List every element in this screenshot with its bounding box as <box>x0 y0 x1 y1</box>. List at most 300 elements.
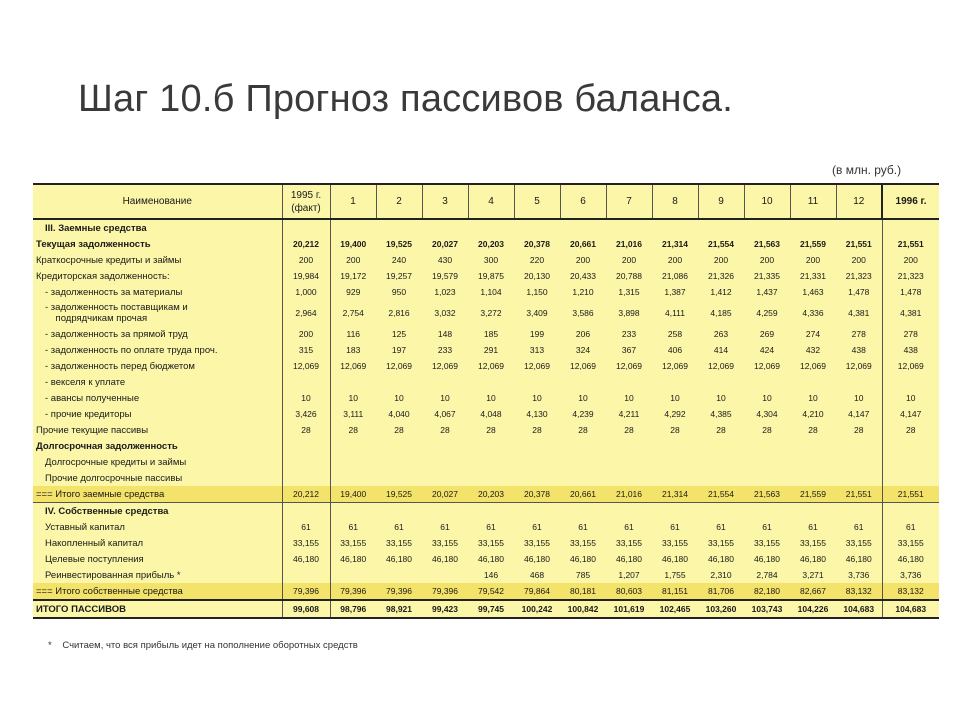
row-value <box>606 438 652 454</box>
row-value <box>744 470 790 486</box>
row-value: 4,210 <box>802 409 824 419</box>
row-value: 33,155 <box>432 538 458 548</box>
row-label: - прочие кредиторы <box>33 406 282 422</box>
row-value: 12,069 <box>570 361 596 371</box>
row-value <box>698 438 744 454</box>
row-value: 278 <box>851 329 866 339</box>
row-value <box>468 219 514 236</box>
row-value: 4,067 <box>434 409 456 419</box>
row-label: - задолженность за прямой труд <box>33 326 282 342</box>
row-value: 46,180 <box>708 554 734 564</box>
row-value: 220 <box>529 255 545 265</box>
row-value: 79,396 <box>330 583 376 600</box>
row-value <box>698 454 744 470</box>
row-value <box>882 438 939 454</box>
row-value: 61 <box>394 522 404 532</box>
row-value <box>282 567 330 583</box>
row-value: 79,542 <box>468 583 514 600</box>
row-value: 102,465 <box>652 600 698 618</box>
header-month: 2 <box>376 184 422 219</box>
row-value: 929 <box>346 287 361 297</box>
row-value: 99,745 <box>468 600 514 618</box>
row-value: 10 <box>282 390 330 406</box>
row-value: 1,150 <box>526 287 548 297</box>
row-value <box>652 374 698 390</box>
row-value: 414 <box>713 345 729 355</box>
row-value: 125 <box>391 329 407 339</box>
row-value: 12,069 <box>478 361 504 371</box>
row-value: 46,180 <box>616 554 642 564</box>
row-value: 1,387 <box>664 287 686 297</box>
row-value: 12,069 <box>662 361 688 371</box>
row-value: 12,069 <box>282 358 330 374</box>
table-row <box>33 284 939 300</box>
header-name: Наименование <box>33 184 282 219</box>
footnote-text: Считаем, что вся прибыль идет на пополнение оборотных средств <box>62 640 358 651</box>
row-value <box>606 374 652 390</box>
row-value: 4,185 <box>710 308 732 318</box>
row-value: 12,069 <box>616 361 642 371</box>
row-value: 233 <box>621 329 637 339</box>
row-value: 1,478 <box>882 284 939 300</box>
row-value: 10 <box>394 393 404 403</box>
header-month: 6 <box>560 184 606 219</box>
row-value: 2,310 <box>710 570 732 580</box>
row-value <box>698 374 744 390</box>
row-label: Прочие долгосрочные пассивы <box>33 470 282 486</box>
row-value <box>698 470 744 486</box>
table-row <box>33 583 939 600</box>
row-value <box>652 470 698 486</box>
liabilities-forecast-table <box>33 183 939 619</box>
row-value: 183 <box>346 345 361 355</box>
row-value <box>882 503 939 520</box>
row-value: 28 <box>532 425 542 435</box>
row-value: 2,964 <box>282 300 330 326</box>
row-value <box>376 470 422 486</box>
header-month: 4 <box>468 184 514 219</box>
row-value <box>790 470 836 486</box>
table-row <box>33 219 939 236</box>
row-value <box>282 454 330 470</box>
row-value: 19,875 <box>478 271 504 281</box>
row-value: 3,426 <box>282 406 330 422</box>
header-month: 9 <box>698 184 744 219</box>
row-value <box>560 454 606 470</box>
row-value: 80,603 <box>606 583 652 600</box>
row-value <box>836 219 882 236</box>
row-label: - векселя к уплате <box>33 374 282 390</box>
header-month: 8 <box>652 184 698 219</box>
row-value: 33,155 <box>386 538 412 548</box>
table-row <box>33 535 939 551</box>
row-label: - задолженность поставщикам и подрядчикам прочая <box>33 300 282 326</box>
row-value: 33,155 <box>524 538 550 548</box>
row-value: 1,412 <box>710 287 732 297</box>
row-value: 61 <box>882 519 939 535</box>
row-value: 19,525 <box>386 239 412 249</box>
row-label: Накопленный капитал <box>33 535 282 551</box>
row-value: 240 <box>391 255 407 265</box>
row-value: 21,554 <box>708 239 734 249</box>
row-value <box>836 454 882 470</box>
row-label: Прочие текущие пассивы <box>33 422 282 438</box>
row-value: 200 <box>882 252 939 268</box>
row-value: 4,048 <box>480 409 502 419</box>
table-row <box>33 268 939 284</box>
row-value: 104,226 <box>790 600 836 618</box>
row-value: 21,016 <box>616 239 642 249</box>
row-value: 1,463 <box>802 287 824 297</box>
row-value: 21,331 <box>800 271 826 281</box>
row-value: 269 <box>759 329 775 339</box>
row-value: 61 <box>854 522 864 532</box>
row-value: 21,314 <box>662 239 688 249</box>
row-value: 61 <box>532 522 542 532</box>
row-value <box>652 438 698 454</box>
table-row <box>33 252 939 268</box>
row-value: 4,304 <box>756 409 778 419</box>
row-value: 785 <box>575 570 591 580</box>
row-value: 101,619 <box>606 600 652 618</box>
row-value: 3,111 <box>343 409 364 419</box>
row-value: 20,027 <box>432 239 458 249</box>
row-value: 1,315 <box>618 287 640 297</box>
row-value: 200 <box>346 255 361 265</box>
row-value: 46,180 <box>800 554 826 564</box>
row-value: 28 <box>854 425 864 435</box>
row-value <box>836 374 882 390</box>
row-value: 21,086 <box>662 271 688 281</box>
row-value: 4,239 <box>572 409 594 419</box>
table-row <box>33 406 939 422</box>
row-value: 82,667 <box>790 583 836 600</box>
row-value: 4,130 <box>526 409 548 419</box>
row-value: 3,271 <box>802 570 824 580</box>
row-value: 79,864 <box>514 583 560 600</box>
row-value: 19,172 <box>340 271 367 281</box>
row-value: 33,155 <box>340 538 367 548</box>
row-value <box>468 438 514 454</box>
row-value <box>468 454 514 470</box>
row-value <box>330 438 376 454</box>
table-row <box>33 342 939 358</box>
row-value: 103,260 <box>698 600 744 618</box>
row-value: 2,784 <box>756 570 778 580</box>
row-value <box>652 454 698 470</box>
row-value: 20,130 <box>524 271 550 281</box>
row-value: 1,755 <box>664 570 686 580</box>
row-value <box>560 438 606 454</box>
row-value: 28 <box>578 425 588 435</box>
table-row <box>33 486 939 503</box>
row-value: 4,292 <box>664 409 686 419</box>
row-value <box>330 454 376 470</box>
row-value: 46,180 <box>845 554 872 564</box>
row-value: 81,706 <box>698 583 744 600</box>
row-value: 28 <box>486 425 496 435</box>
row-value: 33,155 <box>754 538 780 548</box>
row-value: 20,661 <box>570 239 596 249</box>
row-value <box>790 503 836 520</box>
footnote <box>48 640 358 651</box>
row-value <box>422 219 468 236</box>
row-value: 12,069 <box>708 361 734 371</box>
row-value: 197 <box>391 345 407 355</box>
row-value: 98,796 <box>330 600 376 618</box>
row-value: 950 <box>391 287 407 297</box>
row-value: 10 <box>578 393 588 403</box>
row-label: Краткосрочные кредиты и займы <box>33 252 282 268</box>
row-value: 20,212 <box>282 236 330 252</box>
row-value: 46,180 <box>524 554 550 564</box>
row-value: 3,272 <box>480 308 502 318</box>
header-month: 12 <box>836 184 882 219</box>
row-label: - авансы полученные <box>33 390 282 406</box>
table-row <box>33 236 939 252</box>
table-row <box>33 374 939 390</box>
page-title: Шаг 10.б Прогноз пассивов баланса. <box>78 78 734 120</box>
row-value: 80,181 <box>560 583 606 600</box>
row-label: IV. Собственные средства <box>33 503 282 520</box>
row-value <box>330 219 376 236</box>
row-label: Уставный капитал <box>33 519 282 535</box>
row-value <box>698 503 744 520</box>
row-value: 21,323 <box>845 271 872 281</box>
row-value: 20,027 <box>422 486 468 503</box>
row-value <box>376 454 422 470</box>
header-month: 11 <box>790 184 836 219</box>
table-row <box>33 519 939 535</box>
row-value: 61 <box>282 519 330 535</box>
row-value: 83,132 <box>882 583 939 600</box>
row-value: 424 <box>759 345 775 355</box>
row-value: 81,151 <box>652 583 698 600</box>
row-value: 12,069 <box>882 358 939 374</box>
row-value <box>468 503 514 520</box>
row-value: 20,378 <box>514 486 560 503</box>
row-value: 46,180 <box>570 554 596 564</box>
row-value: 79,396 <box>422 583 468 600</box>
row-value: 46,180 <box>882 551 939 567</box>
row-value: 61 <box>440 522 450 532</box>
row-value: 200 <box>282 252 330 268</box>
row-value: 33,155 <box>882 535 939 551</box>
row-value <box>560 503 606 520</box>
row-value: 12,069 <box>845 361 872 371</box>
table-body <box>33 219 939 618</box>
header-final-year: 1996 г. <box>882 184 939 219</box>
row-value: 28 <box>624 425 634 435</box>
table-row <box>33 358 939 374</box>
row-value: 200 <box>805 255 821 265</box>
row-value <box>422 454 468 470</box>
row-value: 21,551 <box>882 236 939 252</box>
row-value: 263 <box>713 329 729 339</box>
table-row <box>33 600 939 618</box>
row-value <box>330 503 376 520</box>
row-value: 1,207 <box>618 570 640 580</box>
row-value: 98,921 <box>376 600 422 618</box>
row-label: === Итого собственные средства <box>33 583 282 600</box>
row-value: 4,147 <box>848 409 870 419</box>
row-value: 33,155 <box>662 538 688 548</box>
row-value: 4,040 <box>388 409 410 419</box>
row-value: 99,608 <box>282 600 330 618</box>
row-value <box>376 219 422 236</box>
row-value: 46,180 <box>478 554 504 564</box>
row-value: 274 <box>805 329 821 339</box>
row-value <box>422 438 468 454</box>
row-value: 4,259 <box>756 308 778 318</box>
row-value: 206 <box>575 329 591 339</box>
row-value: 21,016 <box>606 486 652 503</box>
row-value: 33,155 <box>800 538 826 548</box>
row-value <box>652 219 698 236</box>
row-value: 20,203 <box>468 486 514 503</box>
header-base-year: 1995 г. (факт) <box>282 184 330 219</box>
row-value: 3,586 <box>572 308 594 318</box>
row-value: 19,257 <box>386 271 412 281</box>
row-value: 21,563 <box>754 239 780 249</box>
table-row <box>33 503 939 520</box>
row-value: 4,147 <box>882 406 939 422</box>
row-value <box>790 374 836 390</box>
row-value <box>330 470 376 486</box>
row-value <box>376 438 422 454</box>
row-value: 278 <box>882 326 939 342</box>
row-value: 100,242 <box>514 600 560 618</box>
row-value: 46,180 <box>340 554 367 564</box>
row-value <box>422 567 468 583</box>
row-value: 1,000 <box>282 284 330 300</box>
row-value <box>514 503 560 520</box>
header-month: 3 <box>422 184 468 219</box>
row-label: - задолженность за материалы <box>33 284 282 300</box>
row-value: 103,743 <box>744 600 790 618</box>
row-value: 99,423 <box>422 600 468 618</box>
row-value: 28 <box>440 425 450 435</box>
row-value: 21,551 <box>882 486 939 503</box>
row-value: 20,378 <box>524 239 550 249</box>
row-value: 28 <box>670 425 680 435</box>
header-month: 7 <box>606 184 652 219</box>
row-value: 146 <box>483 570 499 580</box>
row-value: 79,396 <box>282 583 330 600</box>
table-row <box>33 390 939 406</box>
row-value <box>422 470 468 486</box>
row-value: 200 <box>851 255 866 265</box>
row-value <box>282 374 330 390</box>
row-value: 21,554 <box>698 486 744 503</box>
row-value: 20,203 <box>478 239 504 249</box>
row-value: 324 <box>575 345 591 355</box>
footnote-star: * <box>48 640 52 651</box>
row-value <box>790 438 836 454</box>
row-value <box>882 470 939 486</box>
row-value <box>882 374 939 390</box>
row-value: 430 <box>437 255 453 265</box>
row-value: 20,433 <box>570 271 596 281</box>
row-value: 46,180 <box>386 554 412 564</box>
row-value: 291 <box>483 345 499 355</box>
row-value: 28 <box>716 425 726 435</box>
row-value <box>330 567 376 583</box>
row-value: 3,409 <box>526 308 548 318</box>
row-value: 104,683 <box>882 600 939 618</box>
row-value: 79,396 <box>376 583 422 600</box>
row-label: Текущая задолженность <box>33 236 282 252</box>
row-value: 12,069 <box>340 361 367 371</box>
row-value: 21,335 <box>754 271 780 281</box>
row-value: 46,180 <box>282 551 330 567</box>
row-value: 21,326 <box>708 271 734 281</box>
row-value: 148 <box>437 329 453 339</box>
table-row <box>33 567 939 583</box>
row-value <box>514 454 560 470</box>
row-value: 28 <box>808 425 818 435</box>
row-value <box>790 454 836 470</box>
row-value: 1,104 <box>480 287 502 297</box>
row-value <box>882 219 939 236</box>
row-value: 10 <box>670 393 680 403</box>
row-value: 315 <box>282 342 330 358</box>
row-value <box>282 470 330 486</box>
row-value <box>744 438 790 454</box>
row-value <box>468 470 514 486</box>
row-value: 19,400 <box>330 486 376 503</box>
row-value: 61 <box>808 522 818 532</box>
row-value: 19,400 <box>340 239 367 249</box>
row-label: Реинвестированная прибыль * <box>33 567 282 583</box>
row-value: 83,132 <box>836 583 882 600</box>
row-value: 200 <box>282 326 330 342</box>
table-row <box>33 551 939 567</box>
row-value <box>514 470 560 486</box>
row-value: 61 <box>670 522 680 532</box>
row-label: Долгосрочные кредиты и займы <box>33 454 282 470</box>
row-value: 4,111 <box>664 308 685 318</box>
row-value: 10 <box>882 390 939 406</box>
row-value: 200 <box>667 255 683 265</box>
row-value: 61 <box>762 522 772 532</box>
row-value: 233 <box>437 345 453 355</box>
table-row <box>33 300 939 326</box>
row-value: 33,155 <box>478 538 504 548</box>
row-value: 46,180 <box>432 554 458 564</box>
row-label: Долгосрочная задолженность <box>33 438 282 454</box>
table-row <box>33 326 939 342</box>
row-value: 10 <box>532 393 542 403</box>
row-value: 33,155 <box>570 538 596 548</box>
header-month: 1 <box>330 184 376 219</box>
row-value <box>882 454 939 470</box>
table-header-row <box>33 184 939 219</box>
header-month: 10 <box>744 184 790 219</box>
row-value: 28 <box>348 425 358 435</box>
row-value: 200 <box>713 255 729 265</box>
row-value <box>330 374 376 390</box>
row-value: 1,437 <box>756 287 778 297</box>
row-value: 1,210 <box>572 287 594 297</box>
row-value: 4,381 <box>848 308 870 318</box>
row-value: 3,032 <box>434 308 456 318</box>
row-value: 61 <box>348 522 358 532</box>
row-value: 21,323 <box>882 268 939 284</box>
row-value: 33,155 <box>845 538 872 548</box>
row-label: - задолженность перед бюджетом <box>33 358 282 374</box>
row-value: 46,180 <box>754 554 780 564</box>
